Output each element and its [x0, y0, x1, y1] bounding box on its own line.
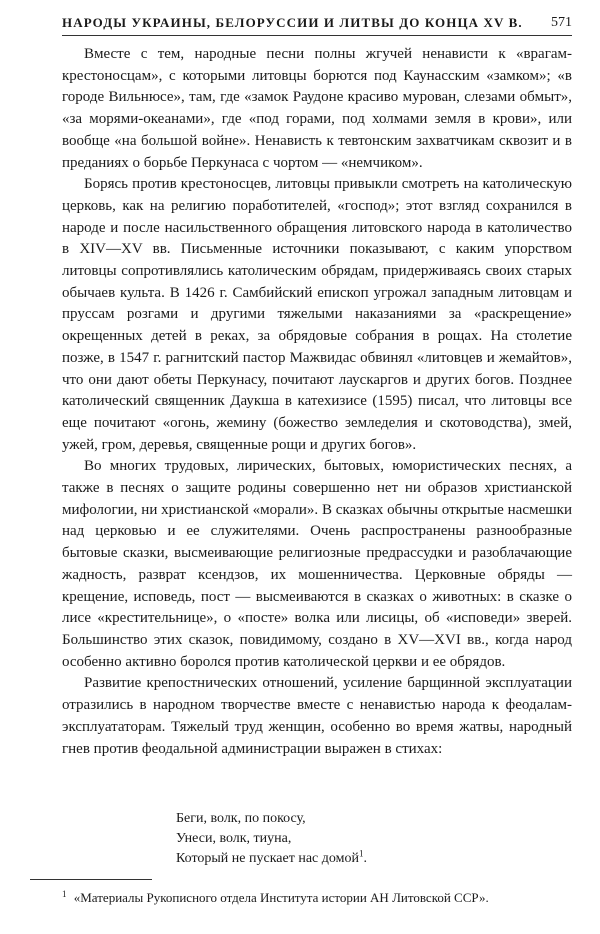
running-head: [62, 15, 572, 36]
verse-line: [176, 829, 367, 849]
verse-line-text: Который не пускает нас домой: [176, 851, 359, 866]
footnote-mark: 1: [62, 888, 67, 899]
footnote: [62, 889, 572, 907]
verse-line-text: Унеси, волк, тиуна,: [176, 831, 292, 846]
footnote-divider: [30, 879, 152, 880]
main-text: [62, 44, 572, 760]
paragraph: Борясь против крестоносцев, литовцы привыкли смотреть на католическую церковь, как на религию поработителей, «господ»; этот взгляд сохранился в народе и после насильственного обращения литовского народа в католичество в XIV—XV вв. Письменные источники показывают, с каким упорством литовцы сопротивлялись католическим обрядам, придерживаясь своих старых обычаев культа. В 1426 г. Самбийский епископ угрожал западным литовцам и пруссам розгами и другими тяжелыми наказаниями за «раскрещение» окрещенных детей в реках, за обрядовые собрания в рощах. На столетие позже, в 1547 г. рагнитский пастор Мажвидас обвинял «литовцев и жемайтов», что они дают обеты Перкунасу, почитают лаускаргов и других богов. Позднее католический священник Даукша в катехизисе (1595) писал, что литовцы все еще почитают «огонь, жемину (божество земледелия и скотоводства), змей, ужей, гром, деревья, священные рощи и других богов».: [62, 176, 572, 453]
footnote-text: «Материалы Рукописного отдела Института истории АН Литовской ССР».: [73, 890, 489, 905]
paragraph: Во многих трудовых, лирических, бытовых, юмористических песнях, а также в песнях о защите родины совершенно нет ни образов христианской мифологии, ни христианской «морали». В сказках обычны открытые насмешки над церковью и ее служителями. Очень распространены разнообразные бытовые сказки, высмеивающие религиозные предрассудки и разоблачающие жадность, разврат ксендзов, их мошенничества. Церковные обряды — крещение, исповедь, пост — высмеиваются в сказках о животных: в сказке о лисе «крестительнице», о «посте» волка или лисицы, об «исповеди» зверей. Большинство этих сказок, повидимому, создано в XV—XVI вв., когда народ особенно активно боролся против католической церкви и ее обрядов.: [62, 458, 572, 670]
paragraph: Вместе с тем, народные песни полны жгучей ненависти к «врагам-крестоносцам», с которыми литовцы борются под Каунасским «замком»; «в городе Вильнюсе», там, где «замок Раудоне красиво мурован, слезами обмыт», «за морями-океанами», где «под горами, под холмами земля в крови», или вообще «на большой войне». Ненависть к тевтонским захватчикам сквозит и в преданиях о борьбе Перкунаса с чортом — «немчиком».: [62, 46, 572, 171]
verse-line-text: Беги, волк, по покосу,: [176, 811, 306, 826]
verse-quote: [176, 809, 367, 869]
running-title: НАРОДЫ УКРАИНЫ, БЕЛОРУССИИ И ЛИТВЫ ДО КОНЦА XV В.: [62, 15, 523, 30]
paragraph: Развитие крепостнических отношений, усиление барщинной эксплуатации отразились в народном творчестве вместе с ненавистью народа к феодалам-эксплуататорам. Тяжелый труд женщин, особенно во время жатвы, народный гнев против феодальной администрации выражен в стихах:: [62, 675, 572, 757]
verse-line: Который не пускает нас домой$^1$.: [176, 848, 367, 866]
page-number: 571: [551, 15, 572, 30]
verse-line: [176, 809, 367, 829]
footnote-reference: 1: [358, 848, 364, 859]
